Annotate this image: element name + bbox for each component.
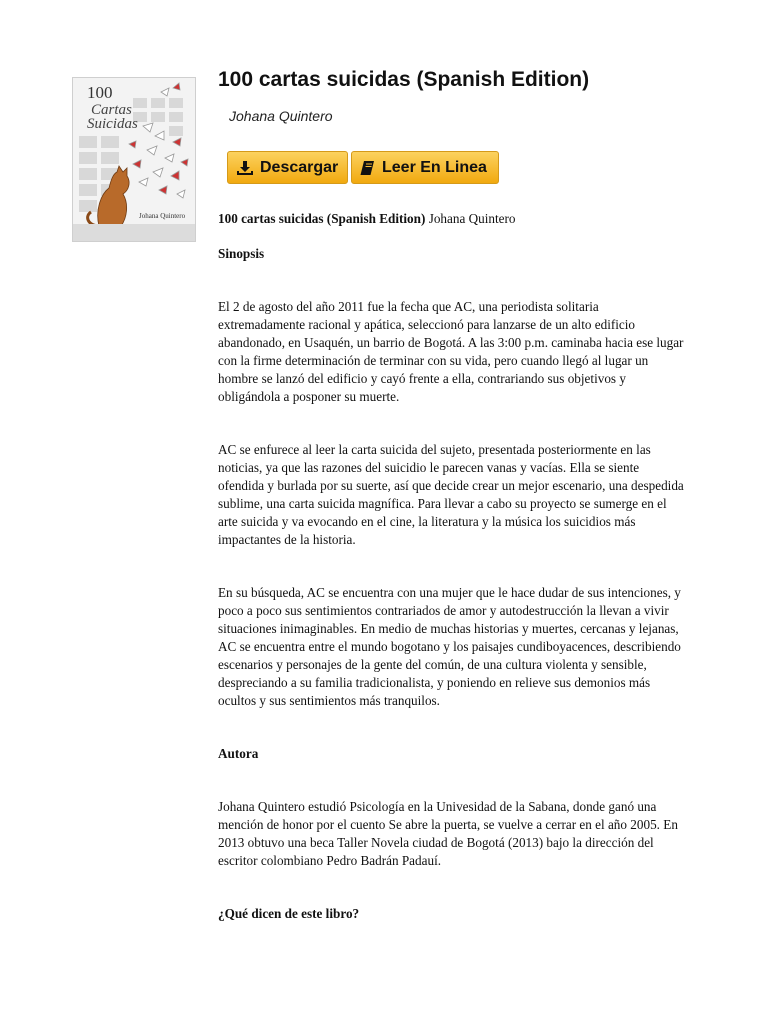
intro-title: 100 cartas suicidas (Spanish Edition) [218,211,426,226]
synopsis-heading: Sinopsis [218,246,265,261]
cover-number: 100 [87,83,113,102]
download-label: Descargar [260,158,339,176]
download-button[interactable] [227,151,348,184]
cover-author: Johana Quintero [139,212,186,220]
synopsis-paragraph-1: El 2 de agosto del año 2011 fue la fecha que AC, una periodista solitaria extremadamente racional y apática, seleccionó para lanzarse de un alto edificio abandonado, en Usaquén, un barrio de Bogotá. A las 3:00 p.m. caminaba hacia ese lugar con la firme determinación de terminar con su vida, pero cuando llegó al lugar un hombre se lanzó del edificio y cayó frente a ella, contrariando sus objetivos y obligándola a posponer su muerte. [218,299,684,404]
book-icon [360,160,376,176]
reviews-heading: ¿Qué dicen de este libro? [218,906,360,921]
author-heading: Autora [218,746,259,761]
synopsis-paragraph-3: En su búsqueda, AC se encuentra con una mujer que le hace dudar de sus intenciones, y poco a poco sus sentimientos contrariados de amor y autodestrucción la llevan a vivir situaciones inimaginables. En medio de muchas historias y muertes, cercanas y lejanas, AC se encuentra entre el mundo bogotano y los paisajes cundiboyacences, describiendo escenarios y personajes de la gente del común, de una cultura violenta y sensible, despreciando a su familia tradicionalista, y poniendo en relieve sus demonios más ocultos y sus sentimientos más tranquilos. [218,585,681,708]
read-online-label: Leer En Linea [382,158,487,176]
book-description [218,210,688,923]
download-icon [236,160,254,176]
intro-line [218,210,688,228]
cover-word1: Cartas [91,102,132,118]
book-author[interactable]: Johana Quintero [229,108,333,124]
book-title: 100 cartas suicidas (Spanish Edition) [218,68,590,91]
cover-word2: Suicidas [87,116,138,132]
book-cover [72,77,196,242]
read-online-button[interactable] [351,151,499,184]
intro-author: Johana Quintero [425,211,516,226]
synopsis-paragraph-2: AC se enfurece al leer la carta suicida del sujeto, presentada posteriormente en las noticias, ya que las razones del suicidio le parecen vanas y vacías. Ella se siente ofendida y burlada por su suerte, así que decide crear un mejor escenario, una despedida sublime, una carta suicida magnífica. Para llevar a cabo su proyecto se sumerge en el arte suicida y va evocando en el cine, la literatura y la música los suicidios más impactantes de la historia. [218,442,684,547]
author-paragraph: Johana Quintero estudió Psicología en la Univesidad de la Sabana, donde ganó una mención de honor por el cuento Se abre la puerta, se vuelve a cerrar en el año 2005. En 2013 obtuvo una beca Taller Novela ciudad de Bogotá (2013) bajo la dirección del escritor colombiano Pedro Badrán Padauí. [218,799,678,868]
